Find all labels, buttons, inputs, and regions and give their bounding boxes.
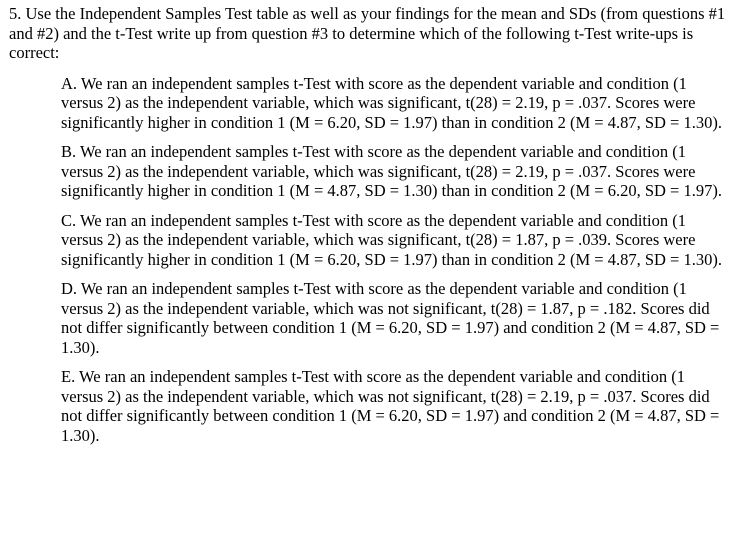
option-letter: A. xyxy=(61,73,78,93)
option-e[interactable] xyxy=(61,367,726,445)
option-text: We ran an independent samples t-Test with score as the dependent variable and condition (1 versus 2) as the independent variable, which was significant, t(28) = 2.19, p = .037. Scores were significantly higher in condition 1 (M = 6.20, SD = 1.97) than in condition 2 (M = 4.87, SD = 1.30). xyxy=(61,73,722,132)
answer-options xyxy=(61,74,726,446)
option-text: We ran an independent samples t-Test with score as the dependent variable and condition (1 versus 2) as the independent variable, which was not significant, t(28) = 2.19, p = .037. Scores did not differ significantly between condition 1 (M = 6.20, SD = 1.97) and condition 2 (M = 4.87, SD = 1.30). xyxy=(61,367,720,445)
option-letter: C. xyxy=(61,210,77,230)
option-letter: E. xyxy=(61,367,76,386)
question-prompt xyxy=(9,4,726,63)
option-c[interactable] xyxy=(61,211,726,270)
option-b[interactable] xyxy=(61,142,726,201)
question-text: 5. Use the Independent Samples Test table as well as your findings for the mean and SDs (from questions #1 and #2) and the t-Test write up from question #3 to determine which of the following t-Test write-ups is correct: xyxy=(9,4,726,62)
option-a[interactable] xyxy=(61,74,726,133)
option-letter: B. xyxy=(61,142,77,161)
option-letter: D. xyxy=(61,279,78,298)
option-text: We ran an independent samples t-Test with score as the dependent variable and condition (1 versus 2) as the independent variable, which was not significant, t(28) = 1.87, p = .182. Scores did not differ significantly between condition 1 (M = 6.20, SD = 1.97) and condition 2 (M = 4.87, SD = 1.30). xyxy=(61,279,720,357)
option-text: We ran an independent samples t-Test with score as the dependent variable and condition (1 versus 2) as the independent variable, which was significant, t(28) = 1.87, p = .039. Scores were significantly higher in condition 1 (M = 6.20, SD = 1.97) than in condition 2 (M = 4.87, SD = 1.30). xyxy=(61,210,722,269)
option-d[interactable] xyxy=(61,279,726,357)
option-text: We ran an independent samples t-Test with score as the dependent variable and condition (1 versus 2) as the independent variable, which was significant, t(28) = 2.19, p = .037. Scores were significantly higher in condition 1 (M = 4.87, SD = 1.30) than in condition 2 (M = 6.20, SD = 1.97). xyxy=(61,142,722,200)
